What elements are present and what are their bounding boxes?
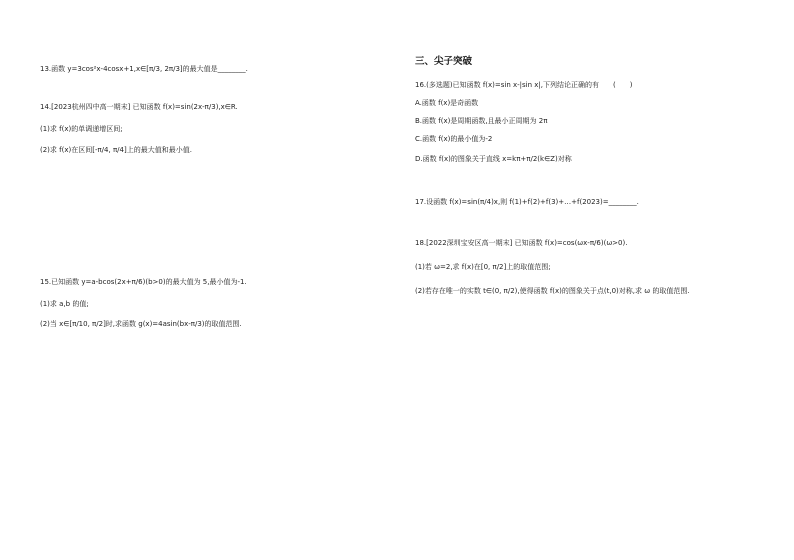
- question-15-part-2: (2)当 x∈[π/10, π/2]时,求函数 g(x)=4asin(bx-π/3)的取值范围.: [40, 320, 242, 328]
- question-18-part-2: (2)若存在唯一的实数 t∈(0, π/2),使得函数 f(x)的图象关于点(t,0)对称,求 ω 的取值范围.: [415, 287, 690, 295]
- question-16-option-c: C.函数 f(x)的最小值为-2: [415, 135, 493, 143]
- section-title: 三、尖子突破: [415, 56, 473, 67]
- question-16-option-b: B.函数 f(x)是周期函数,且最小正周期为 2π: [415, 117, 548, 125]
- question-16-option-a: A.函数 f(x)是奇函数: [415, 99, 479, 107]
- question-16-stem: 16.(多选题)已知函数 f(x)=sin x-|sin x|,下列结论正确的有 ( ): [415, 81, 633, 89]
- question-15-part-1: (1)求 a,b 的值;: [40, 300, 89, 308]
- question-15-stem: 15.已知函数 y=a-bcos(2x+π/6)(b>0)的最大值为 5,最小值为-1.: [40, 278, 247, 286]
- question-14-part-2: (2)求 f(x)在区间[-π/4, π/4]上的最大值和最小值.: [40, 146, 192, 154]
- question-16-option-d: D.函数 f(x)的图象关于直线 x=kπ+π/2(k∈Z)对称: [415, 155, 572, 163]
- question-14-stem: 14.[2023杭州四中高一期末] 已知函数 f(x)=sin(2x-π/3),x∈R.: [40, 103, 238, 111]
- question-18-part-1: (1)若 ω=2,求 f(x)在[0, π/2]上的取值范围;: [415, 263, 551, 271]
- question-13: 13.函数 y=3cos²x-4cosx+1,x∈[π/3, 2π/3]的最大值是________.: [40, 65, 248, 73]
- question-17: 17.设函数 f(x)=sin(π/4)x,则 f(1)+f(2)+f(3)+…+f(2023)=________.: [415, 198, 639, 206]
- question-14-part-1: (1)求 f(x)的单调递增区间;: [40, 125, 123, 133]
- question-18-stem: 18.[2022深圳宝安区高一期末] 已知函数 f(x)=cos(ωx-π/6)(ω>0).: [415, 239, 628, 247]
